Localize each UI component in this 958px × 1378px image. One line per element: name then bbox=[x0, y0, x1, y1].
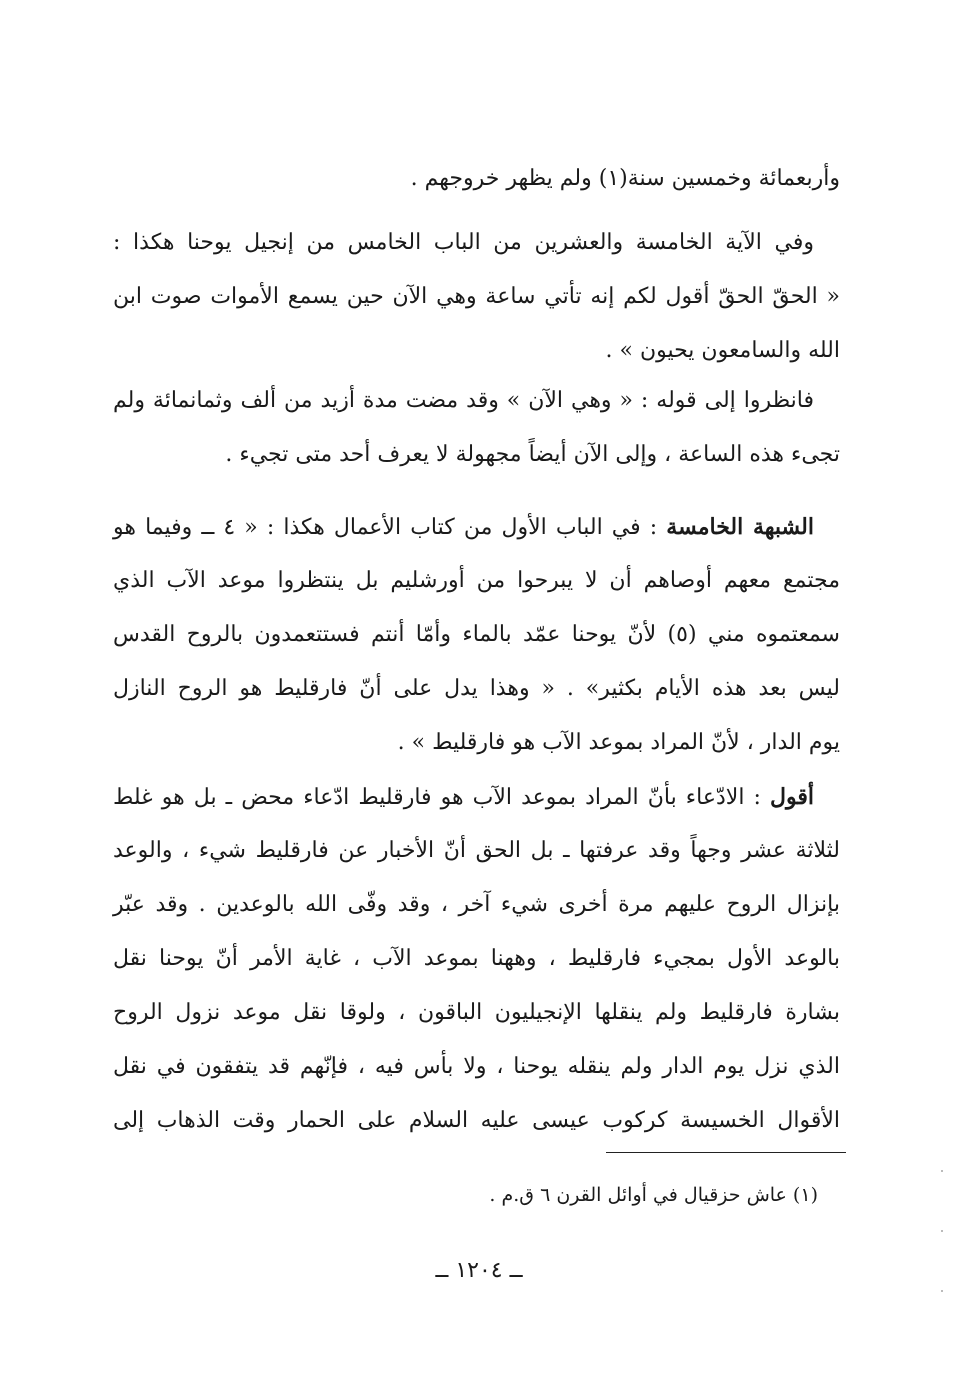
text-line: بالوعد الأول بمجيء فارقليط ، وههنا بموعد الآب ، غاية الأمر أنّ يوحنا نقل bbox=[113, 946, 840, 971]
response-heading: أقول bbox=[770, 784, 814, 810]
text-line: « الحقّ الحقّ أقول لكم إنه تأتي ساعة وهي الآن حين يسمع الأموات صوت ابن bbox=[113, 284, 840, 309]
text-run: : في الباب الأول من كتاب الأعمال هكذا : « ٤ ــ وفيما هو bbox=[113, 515, 667, 540]
text-line: ليس بعد هذه الأيام بكثير» . « وهذا يدل على أنّ فارقليط هو الروح النازل bbox=[113, 676, 840, 701]
paragraph-response bbox=[113, 770, 840, 1148]
text-line bbox=[113, 500, 840, 554]
scan-speck bbox=[941, 1230, 943, 1232]
paragraph-1 bbox=[113, 152, 840, 206]
footnote-divider bbox=[606, 1152, 846, 1153]
paragraph-fifth-objection bbox=[113, 500, 840, 770]
text-line bbox=[113, 770, 840, 824]
footnote: (١) عاش حزقيال في أوائل القرن ٦ ق.م . bbox=[489, 1184, 818, 1206]
scan-speck bbox=[941, 1290, 943, 1292]
text-line: سمعتموه مني (٥) لأنّ يوحنا عمّد بالماء وأمّا أنتم فستتعمدون بالروح القدس bbox=[113, 622, 840, 647]
paragraph-3 bbox=[113, 374, 840, 482]
paragraph-2 bbox=[113, 216, 840, 378]
text-line: الأقوال الخسيسة كركوب عيسى عليه السلام على الحمار وقت الذهاب إلى bbox=[113, 1108, 840, 1133]
page-number: ــ ١٢٠٤ ــ bbox=[435, 1258, 523, 1283]
text-line: بشارة فارقليط ولم ينقلها الإنجيليون الباقون ، ولوقا نقل موعد نزول الروح bbox=[113, 1000, 840, 1025]
text-line: وفي الآية الخامسة والعشرين من الباب الخامس من إنجيل يوحنا هكذا : bbox=[113, 230, 814, 255]
text-line: بإنزال الروح عليهم مرة أخرى شيء آخر ، وقد وفّى الله بالوعدين . وقد عبّر bbox=[113, 892, 840, 917]
text-line: مجتمع معهم أوصاهم أن لا يبرحوا من أورشليم بل ينتظروا موعد الآب الذي bbox=[113, 568, 840, 593]
text-line: لثلاثة عشر وجهاً وقد عرفتها ـ بل الحق أنّ الأخبار عن فارقليط شيء ، والوعد bbox=[113, 838, 840, 863]
text-line: يوم الدار ، لأنّ المراد بموعد الآب هو فارقليط » . bbox=[397, 730, 840, 755]
text-line: فانظروا إلى قوله : « وهي الآن » وقد مضت مدة أزيد من ألف وثمانمائة ولم bbox=[113, 388, 814, 413]
text-line: الله والسامعون يحيون » . bbox=[605, 338, 840, 363]
text-line: تجىء هذه الساعة ، وإلى الآن أيضاً مجهولة لا يعرف أحد متى تجيء . bbox=[225, 442, 840, 467]
scan-speck bbox=[941, 1170, 943, 1172]
text-line: وأربعمائة وخمسين سنة(١) ولم يظهر خروجهم . bbox=[410, 166, 840, 191]
text-line: الذي نزل يوم الدار ولم ينقله يوحنا ، ولا بأس فيه ، فإنّهم قد يتفقون في نقل bbox=[113, 1054, 840, 1079]
text-run: : الادّعاء بأنّ المراد بموعد الآب هو فارقليط ادّعاء محض ـ بل هو غلط bbox=[113, 785, 771, 810]
section-heading: الشبهة الخامسة bbox=[666, 514, 814, 540]
